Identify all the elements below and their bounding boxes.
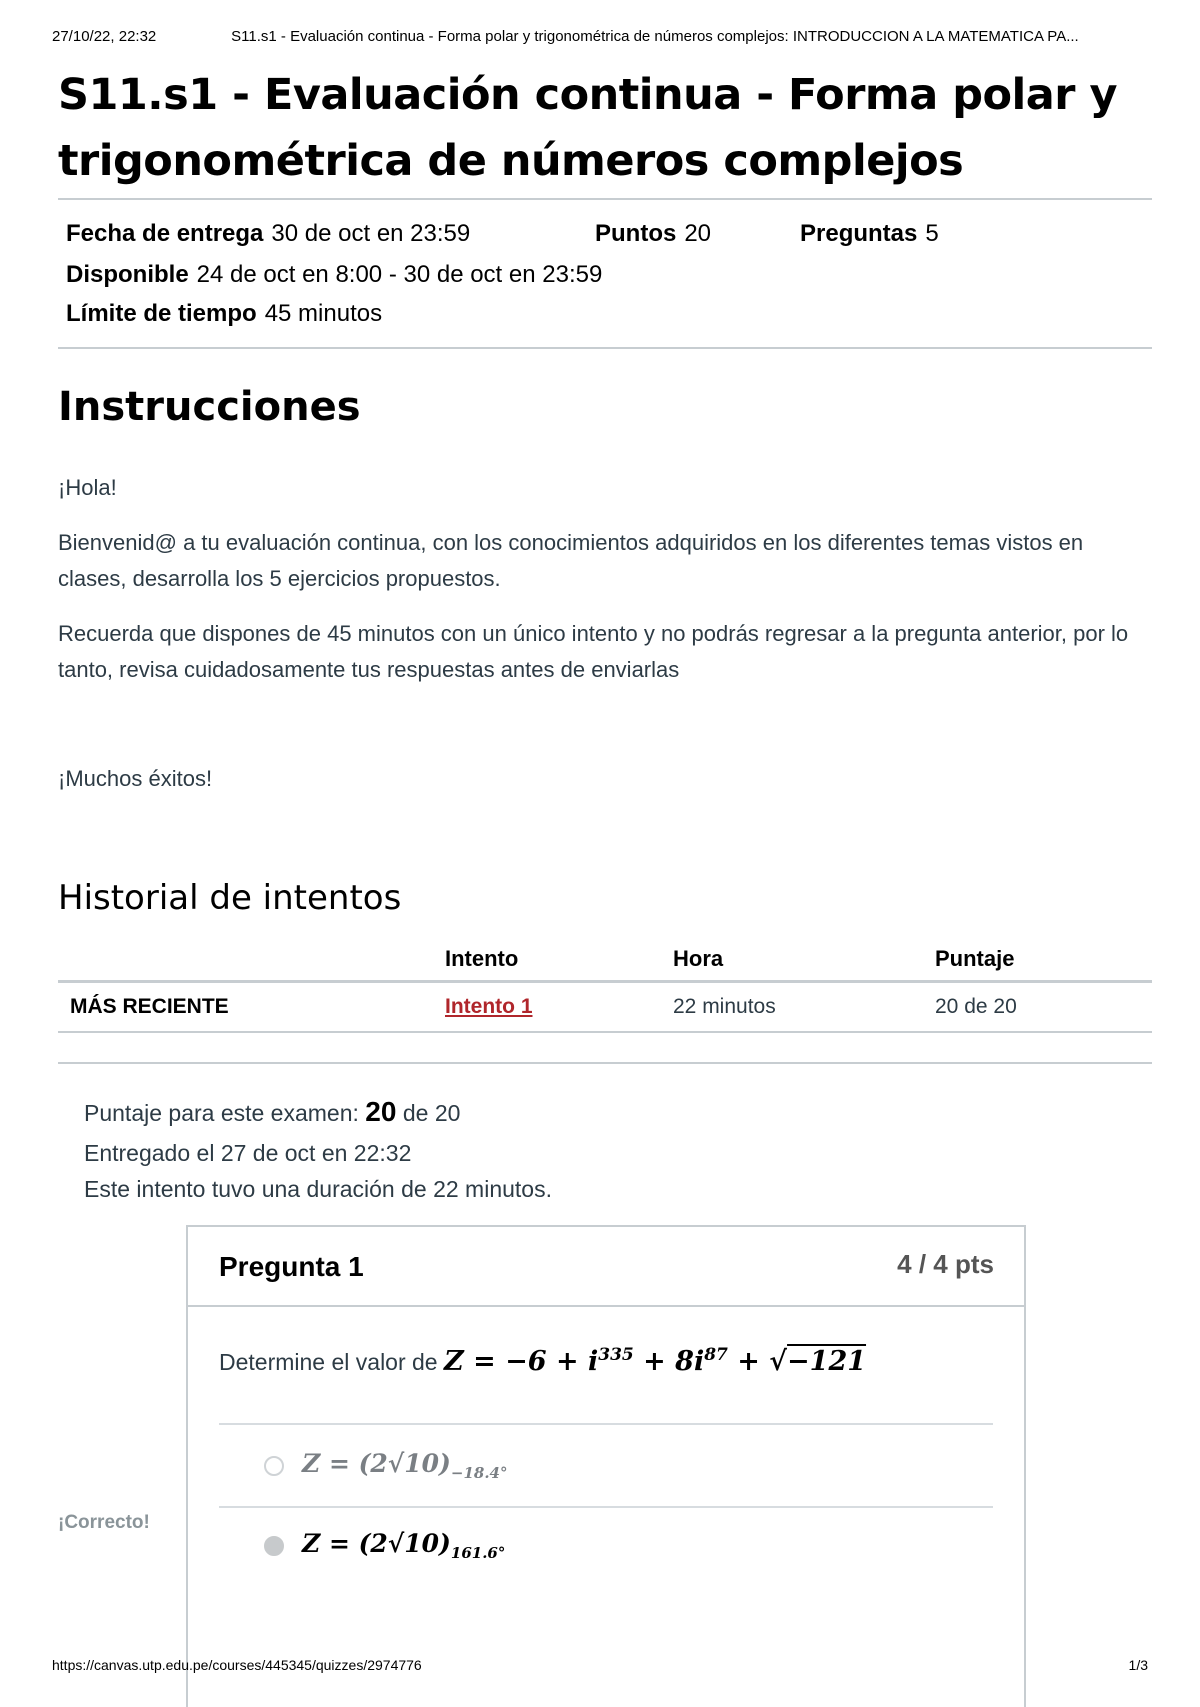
divider — [58, 347, 1152, 349]
meta-available — [66, 261, 602, 289]
history-heading: Historial de intentos — [58, 878, 402, 918]
history-header-row — [58, 938, 1152, 982]
answer-base: Z = (2√10) — [302, 1529, 451, 1558]
col-score: Puntaje — [923, 938, 1152, 982]
print-header — [52, 28, 1148, 45]
print-date: 27/10/22, 22:32 — [52, 28, 157, 45]
print-page-number: 1/3 — [1128, 1657, 1148, 1673]
meta-points — [595, 220, 711, 248]
question-header — [188, 1227, 1024, 1307]
col-attempt: Intento — [433, 938, 661, 982]
divider — [58, 1062, 1152, 1064]
question-points: 4 / 4 pts — [897, 1249, 994, 1279]
radio-selected[interactable] — [264, 1536, 284, 1556]
print-doc-title: S11.s1 - Evaluación continua - Forma polar y trigonométrica de números complejos: INTRODUCCION A LA MATEMATICA PA... — [231, 28, 1079, 45]
questions-value: 5 — [925, 220, 939, 247]
answer-formula — [302, 1449, 508, 1482]
greeting: ¡Hola! — [58, 475, 117, 500]
table-row — [58, 982, 1152, 1033]
correct-label: ¡Correcto! — [58, 1512, 150, 1533]
score-value: 20 — [365, 1096, 397, 1127]
due-label: Fecha de entrega — [66, 220, 264, 247]
answer-option[interactable] — [264, 1449, 508, 1482]
instructions-heading: Instrucciones — [58, 384, 361, 430]
answer-formula — [302, 1529, 505, 1562]
instructions-paragraph-2: Recuerda que dispones de 45 minutos con un único intento y no podrás regresar a la pregunta anterior, por lo tanto, revisa cuidadosamente tus respuestas antes de enviarlas — [58, 621, 1129, 682]
history-table — [58, 938, 1152, 1033]
score-prefix: Puntaje para este examen: — [84, 1100, 359, 1126]
answer-angle: −18.4° — [450, 1464, 508, 1482]
time-limit-label: Límite de tiempo — [66, 300, 257, 327]
question-card — [186, 1225, 1026, 1707]
prompt-text: Determine el valor de — [219, 1349, 438, 1375]
answer-divider — [219, 1506, 993, 1508]
col-time: Hora — [661, 938, 923, 982]
row-score: 20 de 20 — [923, 982, 1152, 1033]
duration-info: Este intento tuvo una duración de 22 minutos. — [84, 1176, 552, 1202]
radio-unselected[interactable] — [264, 1456, 284, 1476]
prompt-formula: $Z = -6 + i^{335} + 8i^{87} + √-121$ — [444, 1345, 867, 1377]
print-url: https://canvas.utp.edu.pe/courses/445345/quizzes/2974776 — [52, 1657, 422, 1673]
available-label: Disponible — [66, 261, 189, 288]
due-value: 30 de oct en 23:59 — [271, 220, 471, 247]
question-title: Pregunta 1 — [219, 1251, 364, 1282]
row-label: MÁS RECIENTE — [58, 982, 433, 1033]
available-value: 24 de oct en 8:00 - 30 de oct en 23:59 — [196, 261, 603, 288]
instructions-paragraph-1: Bienvenid@ a tu evaluación continua, con los conocimientos adquiridos en los diferentes temas vistos en clases, desarrolla los 5 ejercicios propuestos. — [58, 530, 1084, 591]
score-summary — [84, 1096, 460, 1128]
answer-angle: 161.6° — [450, 1544, 506, 1562]
submitted-info: Entregado el 27 de oct en 22:32 — [84, 1140, 412, 1166]
closing: ¡Muchos éxitos! — [58, 766, 213, 791]
score-suffix: de 20 — [402, 1100, 461, 1126]
divider — [58, 198, 1152, 200]
answer-divider — [219, 1423, 993, 1425]
meta-questions — [800, 220, 939, 248]
row-time: 22 minutos — [661, 982, 923, 1033]
points-value: 20 — [684, 220, 712, 247]
print-footer — [52, 1657, 1148, 1673]
meta-due — [66, 220, 470, 248]
answer-option-selected[interactable] — [264, 1529, 505, 1562]
row-attempt-cell — [433, 982, 661, 1033]
meta-time-limit — [66, 300, 382, 328]
col-empty — [58, 938, 433, 982]
question-prompt — [219, 1345, 866, 1377]
attempt-link[interactable]: Intento 1 — [445, 995, 533, 1018]
points-label: Puntos — [595, 220, 677, 247]
questions-label: Preguntas — [800, 220, 918, 247]
answer-base: Z = (2√10) — [302, 1449, 451, 1478]
page-title: S11.s1 - Evaluación continua - Forma polar y trigonométrica de números complejos — [58, 70, 1118, 186]
time-limit-value: 45 minutos — [264, 300, 383, 327]
